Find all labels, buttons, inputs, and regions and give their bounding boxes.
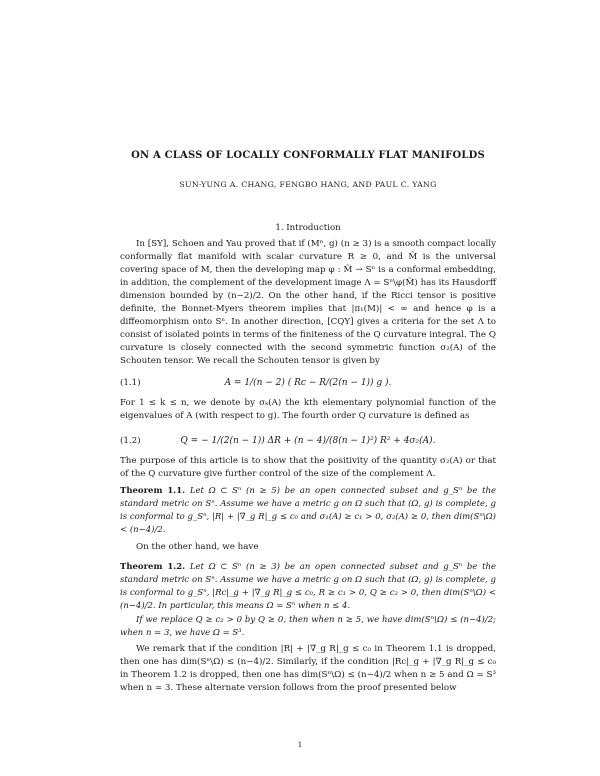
theorem-continuation-text: If we replace Q ≥ c₂ > 0 by Q ≥ 0, then when n ≥ 5, we have dim(Sⁿ\Ω) ≤ (n−4)/2; when n = 3, we have Ω = S³. [120, 615, 496, 638]
paragraph-transition: On the other hand, we have [136, 542, 259, 552]
intro-paragraph: In [SY], Schoen and Yau proved that if (Mⁿ, g) (n ≥ 3) is a smooth compact locally conformally flat manifold with scalar curvature R ≥ 0, and M̃ is the universal covering space of M, then the developing map φ : M̃ → Sⁿ is a conformal embedding, in addition, the complement of the development image Λ = Sⁿ\φ(M̃) has its Hausdorff dimension bounded by (n−2)/2. On the other hand, if the Ricci tensor is positive definite, the Bonnet-Myers theorem implies that |π₁(M)| < ∞ and hence φ is a diffeomorphism onto Sⁿ. In another direction, [CQY] gives a criteria for the set Λ to consist of isolated points in terms of the finiteness of the Q curvature integral. The Q curvature is closely connected with the second symmetric function σ₂(A) of the Schouten tensor. We recall the Schouten tensor is given by [120, 239, 496, 366]
theorem-statement: Let Ω ⊂ Sⁿ (n ≥ 5) be an open connected subset and g_Sⁿ be the standard metric on Sⁿ. Assume we have a metric g on Ω such that (Ω, g) is complete, g is conformal to g_Sⁿ, |R| + |∇_g R|_g ≤ c₀ and σ₁(A) ≥ c₁ > 0, σ₂(A) ≥ 0, then dim(Sⁿ\Ω) < (n−4)/2. [120, 486, 496, 535]
theorem-label: Theorem 1.2. [120, 562, 186, 572]
theorem-statement: Let Ω ⊂ Sⁿ (n ≥ 3) be an open connected subset and g_Sⁿ be the standard metric on Sⁿ. Assume we have a metric g on Ω such that (Ω, g) is complete, g is conformal to g_Sⁿ, |Rc|_g + |∇_g R|_g ≤ c₀, R ≥ c₁ > 0, Q ≥ c₂ > 0, then dim(Sⁿ\Ω) < (n−4)/2. In particular, this means Ω = Sⁿ when n ≤ 4. [120, 562, 496, 611]
theorem-1-2 [120, 561, 496, 613]
equation-body: A = 1/(n − 2) ( Rc − R/(2(n − 1)) g ). [224, 378, 392, 388]
paper-title: ON A CLASS OF LOCALLY CONFORMALLY FLAT MANIFOLDS [131, 150, 485, 161]
page-number: 1 [297, 740, 303, 749]
equation-label: (1.2) [120, 436, 141, 446]
paragraph-remark: We remark that if the condition |R| + |∇_g R|_g ≤ c₀ in Theorem 1.1 is dropped, then one has dim(Sⁿ\Ω) ≤ (n−4)/2. Similarly, if the condition |Rc|_g + |∇_g R|_g ≤ c₀ in Theorem 1.2 is dropped, then one has dim(Sⁿ\Ω) ≤ (n−4)/2 when n ≥ 5 and Ω = S³ when n = 3. These alternate version follows from the proof presented below [120, 644, 496, 693]
theorem-label: Theorem 1.1. [120, 486, 186, 496]
equation-body: Q = − 1/(2(n − 1)) ΔR + (n − 4)/(8(n − 1)²) R² + 4σ₂(A). [180, 436, 436, 446]
section-heading: 1. Introduction [275, 223, 341, 233]
equation-label: (1.1) [120, 378, 141, 388]
paper-authors: SUN-YUNG A. CHANG, FENGBO HANG, AND PAUL C. YANG [179, 180, 437, 189]
theorem-1-1 [120, 485, 496, 537]
paragraph-sigma-k: For 1 ≤ k ≤ n, we denote by σₖ(A) the kth elementary polynomial function of the eigenvalues of A (with respect to g). The fourth order Q curvature is defined as [120, 398, 496, 421]
theorem-1-2-continuation [120, 614, 496, 640]
paragraph-purpose: The purpose of this article is to show that the positivity of the quantity σ₂(A) or that of the Q curvature give further control of the size of the complement Λ. [120, 456, 496, 479]
